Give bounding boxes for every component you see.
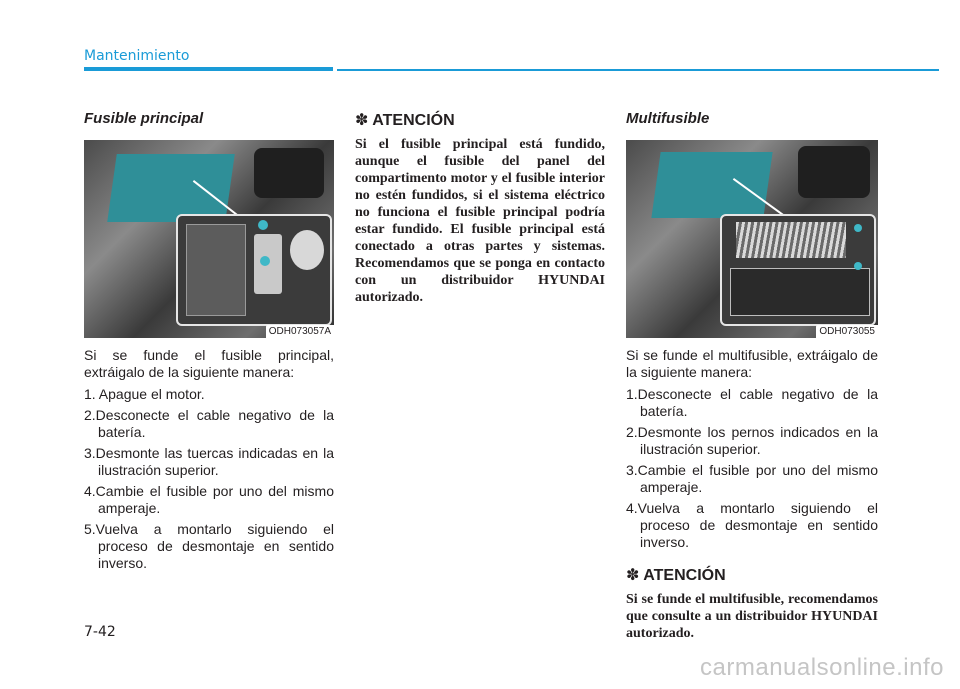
asterisk-icon: ✽ [626, 565, 640, 584]
main-fuse-steps [84, 386, 334, 572]
list-item: 2.Desconecte el cable negativo de la batería. [84, 407, 334, 440]
nut-marker [258, 220, 268, 230]
warning-title [355, 110, 605, 130]
multifuse-title: Multifusible [626, 110, 710, 127]
list-item: 4.Vuelva a montarlo siguiendo el proceso de desmontaje en sentido inverso. [626, 500, 878, 550]
list-item: 2.Desmonte los pernos indicados en la ilustración superior. [626, 424, 878, 457]
multifuse-detail-inset [720, 214, 876, 326]
main-fuse-title: Fusible principal [84, 110, 204, 127]
engine-part [254, 148, 324, 198]
column-multifuse [626, 110, 878, 642]
header-rule-thin [337, 69, 939, 71]
photo-code: ODH073057A [266, 325, 334, 338]
list-item: 3.Desmonte las tuercas indicadas en la ilustración superior. [84, 445, 334, 478]
asterisk-icon: ✽ [355, 110, 369, 129]
multifuse-intro: Si se funde el multifusible, extráigalo de la siguiente manera: [626, 347, 878, 380]
fuse-detail-inset [176, 214, 332, 326]
multifuse-steps [626, 386, 878, 551]
warning-title-text: ATENCIÓN [643, 567, 726, 584]
main-fuse-photo [84, 140, 334, 338]
page-number: 7-42 [84, 624, 116, 640]
nut-marker [260, 256, 270, 266]
list-item: 1. Apague el motor. [84, 386, 205, 402]
list-item: 1.Desconecte el cable negativo de la batería. [626, 386, 878, 419]
list-item: 5.Vuelva a montarlo siguiendo el proceso de desmontaje en sentido inverso. [84, 521, 334, 571]
multifuse-photo [626, 140, 878, 338]
multifuse-warning-title [626, 565, 878, 585]
photo-code: ODH073055 [816, 325, 878, 338]
header-rule-thick [84, 67, 333, 71]
bolt-marker [854, 262, 862, 270]
fuse-box-cover [651, 152, 772, 218]
wiring-harness [736, 222, 846, 258]
warning-text: Si el fusible principal está fundido, aunque el fusible del panel del compartimento motor y el fusible interior no estén fundidos, si el sistema eléctrico no funciona el fusible principal podría estar fundido. El fusible principal está conectado a otras partes y sistemas. Recomendamos que se ponga en contacto con un distribuidor HYUNDAI autorizado. [355, 137, 605, 305]
main-fuse-intro: Si se funde el fusible principal, extráigalo de la siguiente manera: [84, 347, 334, 380]
watermark: carmanualsonline.info [700, 654, 944, 681]
fuse-box-cover [107, 154, 235, 222]
column-main-fuse [84, 110, 334, 576]
section-header: Mantenimiento [84, 48, 190, 64]
engine-part [798, 146, 870, 198]
list-item: 3.Cambie el fusible por uno del mismo amperaje. [626, 462, 878, 495]
list-item: 4.Cambie el fusible por uno del mismo amperaje. [84, 483, 334, 516]
multifuse-warning-text: Si se funde el multifusible, recomendamos que consulte a un distribuidor HYUNDAI autorizado. [626, 592, 878, 641]
warning-title-text: ATENCIÓN [372, 112, 455, 129]
bolt-marker [854, 224, 862, 232]
column-warning [355, 110, 605, 306]
